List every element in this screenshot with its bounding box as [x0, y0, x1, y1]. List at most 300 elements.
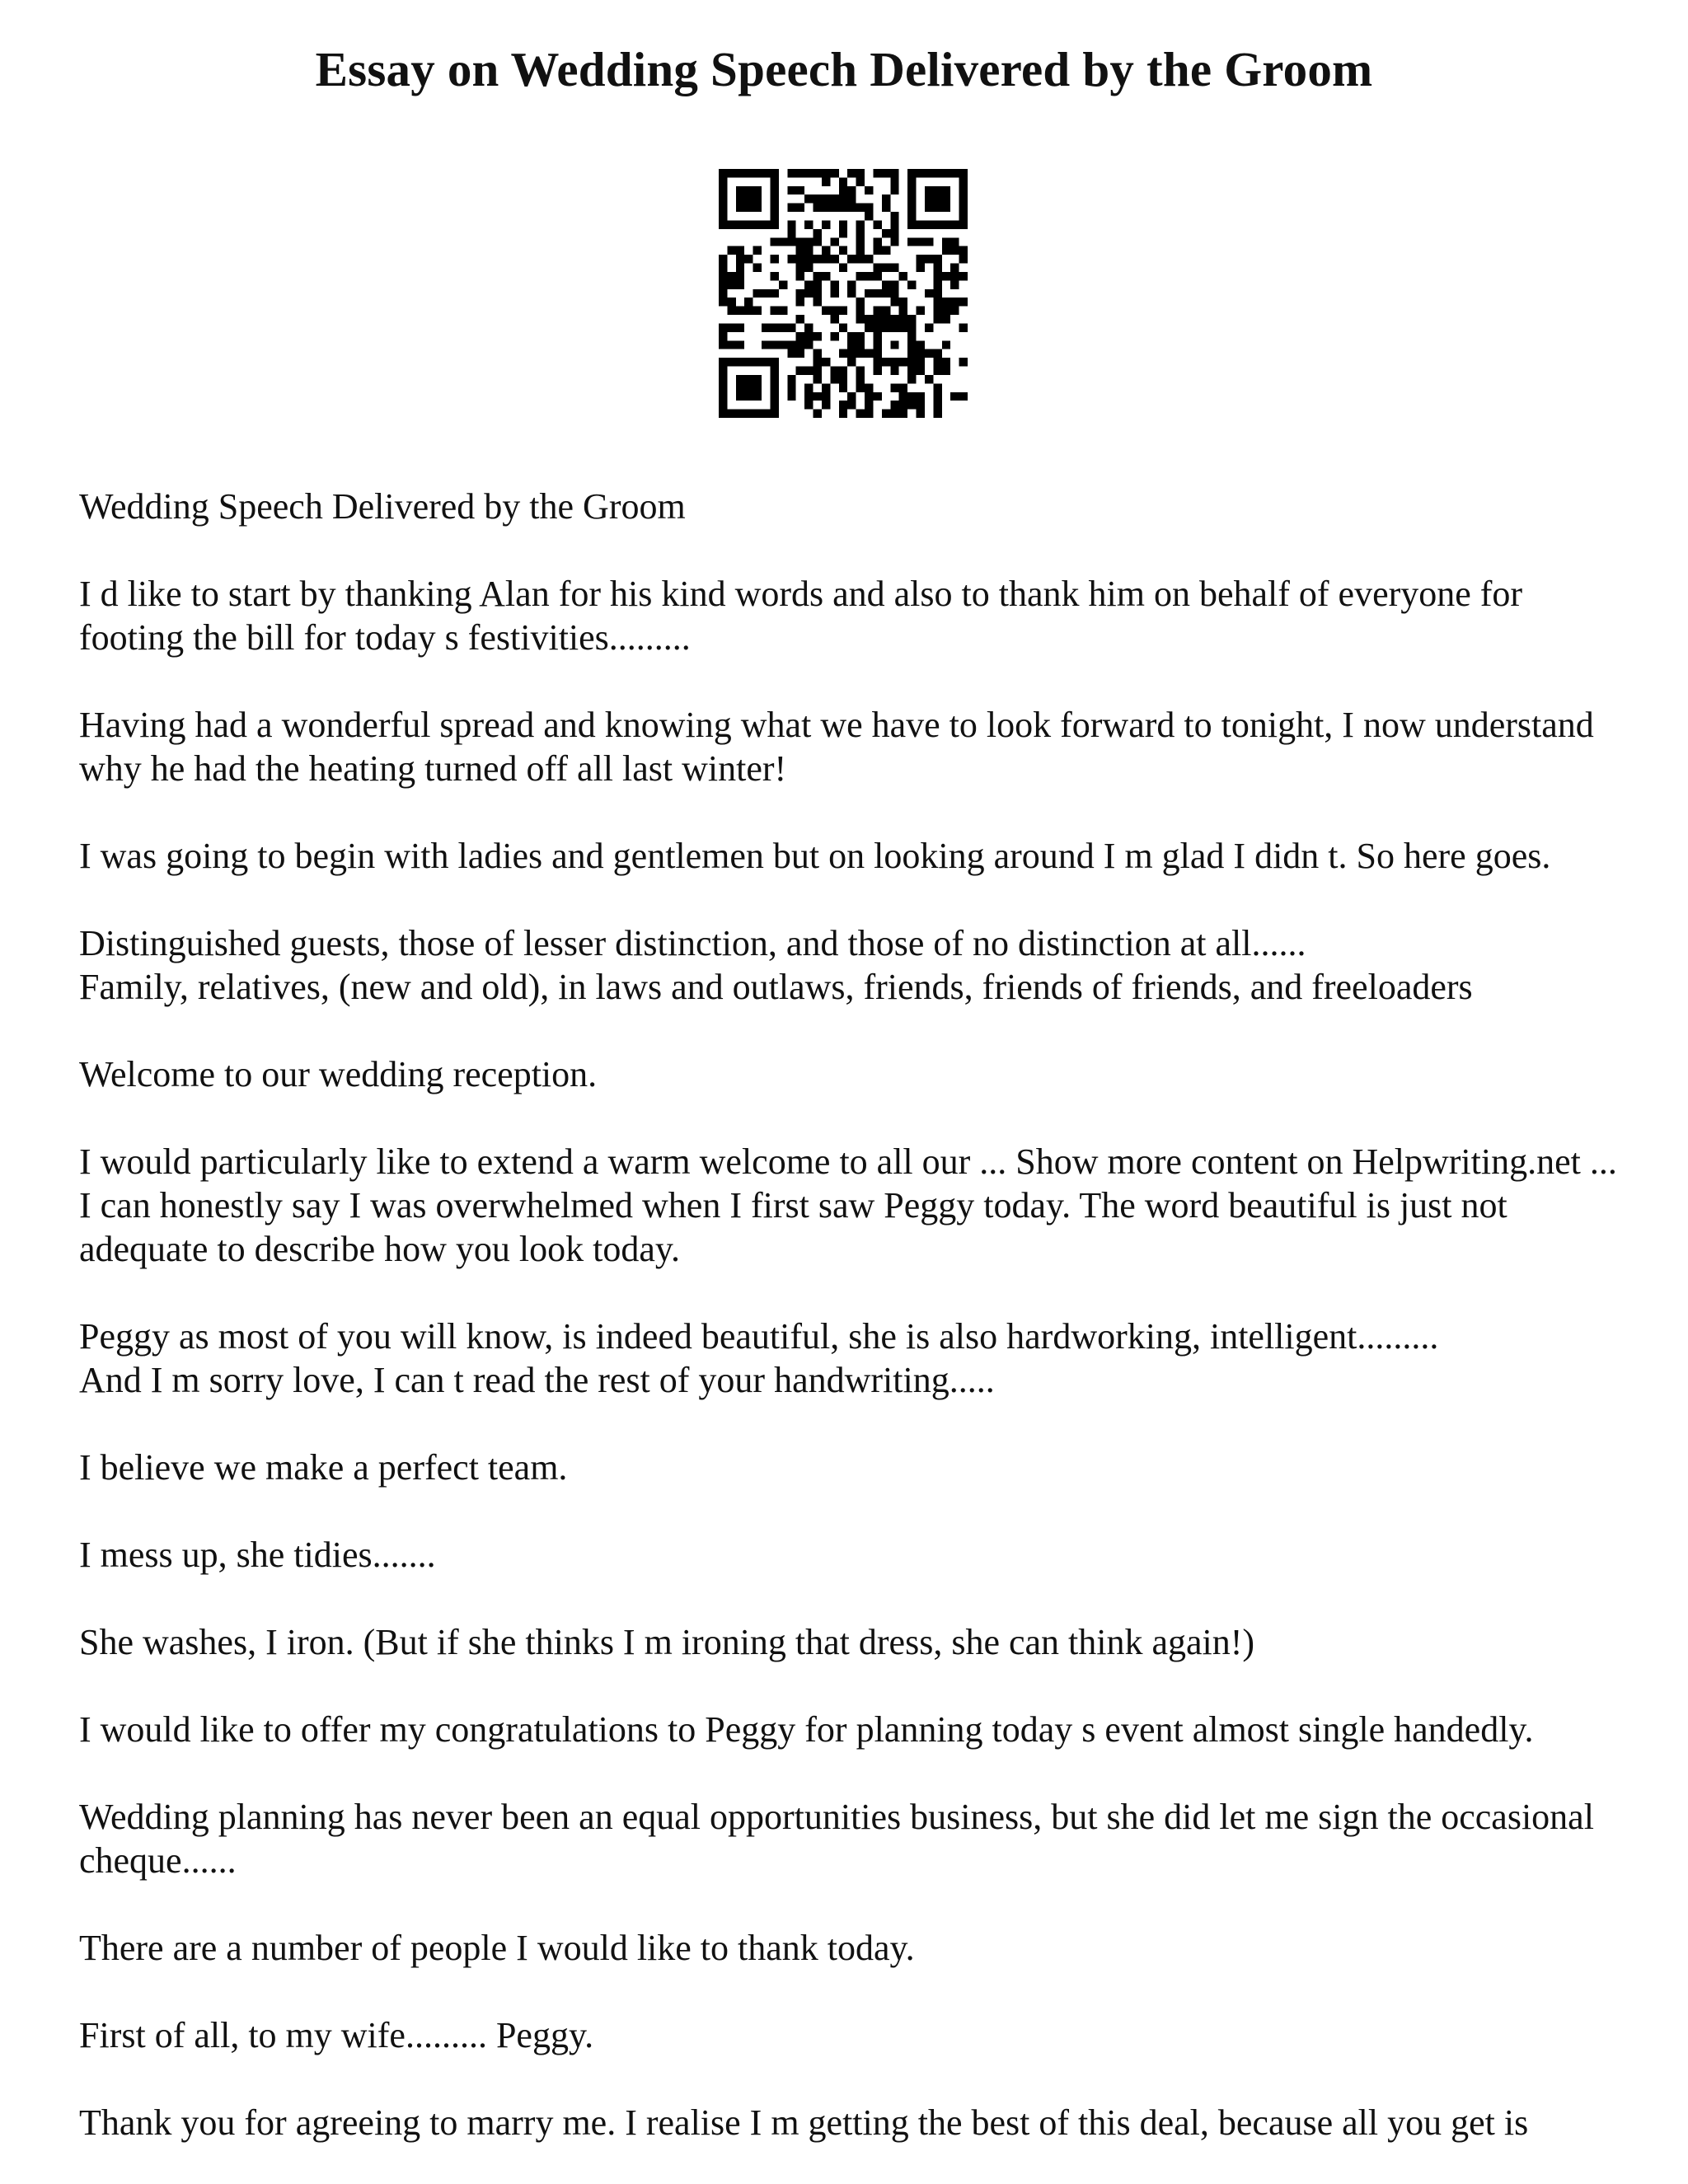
qr-module: [727, 340, 735, 349]
qr-module: [814, 229, 822, 237]
qr-module: [959, 186, 968, 194]
qr-module: [890, 229, 898, 237]
qr-module: [847, 186, 856, 194]
qr-module: [822, 246, 830, 255]
qr-module: [890, 212, 898, 220]
qr-module: [856, 298, 865, 306]
paragraph-heading: Wedding Speech Delivered by the Groom: [79, 486, 686, 527]
qr-module: [804, 220, 813, 228]
qr-module: [744, 392, 753, 401]
qr-module: [744, 194, 753, 203]
qr-module: [762, 289, 770, 298]
qr-module: [865, 212, 873, 220]
qr-module: [899, 410, 907, 418]
qr-module: [950, 298, 959, 306]
paragraph: Thank you for agreeing to marry me. I realise I m getting the best of this deal, because all you get is: [79, 2102, 1529, 2143]
qr-module: [933, 289, 941, 298]
qr-module: [882, 315, 890, 323]
qr-module: [822, 307, 830, 315]
qr-module: [890, 186, 898, 194]
qr-module: [865, 349, 873, 358]
qr-module: [925, 323, 933, 331]
qr-module: [744, 307, 753, 315]
qr-module: [873, 237, 881, 246]
qr-module: [933, 307, 941, 315]
qr-module: [882, 246, 890, 255]
qr-module: [890, 323, 898, 331]
qr-module: [925, 289, 933, 298]
qr-module: [753, 375, 762, 383]
qr-module: [796, 298, 804, 306]
qr-module: [770, 177, 778, 185]
qr-module: [814, 280, 822, 288]
qr-module: [925, 169, 933, 177]
qr-module: [744, 358, 753, 366]
document-body: [79, 485, 1629, 2184]
qr-module: [890, 401, 898, 409]
qr-module: [770, 186, 778, 194]
qr-module: [917, 220, 925, 228]
qr-module: [907, 332, 916, 340]
qr-module: [719, 169, 727, 177]
qr-module: [770, 383, 778, 391]
qr-module: [736, 169, 744, 177]
qr-module: [753, 220, 762, 228]
qr-module: [856, 367, 865, 375]
qr-module: [856, 340, 865, 349]
qr-module: [719, 255, 727, 263]
qr-module: [804, 340, 813, 349]
qr-module: [804, 323, 813, 331]
qr-module: [736, 392, 744, 401]
qr-module: [907, 349, 916, 358]
qr-module: [736, 255, 744, 263]
qr-module: [917, 264, 925, 272]
qr-module: [959, 169, 968, 177]
qr-module: [917, 401, 925, 409]
qr-module: [882, 307, 890, 315]
qr-module: [744, 186, 753, 194]
qr-module: [762, 323, 770, 331]
qr-module: [865, 410, 873, 418]
qr-module: [753, 246, 762, 255]
qr-module: [753, 186, 762, 194]
qr-module: [839, 220, 847, 228]
qr-module: [959, 212, 968, 220]
qr-module: [942, 204, 950, 212]
qr-module: [814, 410, 822, 418]
qr-module: [899, 383, 907, 391]
qr-module: [762, 169, 770, 177]
qr-module: [770, 401, 778, 409]
qr-module: [890, 340, 898, 349]
qr-module: [804, 401, 813, 409]
qr-module: [744, 220, 753, 228]
qr-module: [719, 177, 727, 185]
qr-module: [814, 255, 822, 263]
qr-module: [830, 332, 838, 340]
qr-module: [719, 323, 727, 331]
qr-module: [933, 169, 941, 177]
qr-module: [942, 246, 950, 255]
qr-module: [873, 169, 881, 177]
paragraph: Peggy as most of you will know, is indeed beautiful, she is also hardworking, intelligent......... And I m sorry love, I can t read the rest of your handwriting.....: [79, 1316, 1439, 1400]
paragraph: I would particularly like to extend a warm welcome to all our ... Show more content on Helpwriting.net ...: [79, 1141, 1617, 1182]
qr-module: [933, 367, 941, 375]
qr-module: [770, 323, 778, 331]
qr-module: [830, 367, 838, 375]
qr-module: [925, 349, 933, 358]
qr-module: [770, 392, 778, 401]
qr-module: [873, 323, 881, 331]
qr-module: [959, 220, 968, 228]
qr-module: [856, 375, 865, 383]
qr-module: [770, 212, 778, 220]
qr-module: [770, 220, 778, 228]
qr-module: [753, 264, 762, 272]
qr-module: [873, 307, 881, 315]
qr-module: [933, 358, 941, 366]
qr-module: [856, 237, 865, 246]
qr-module: [942, 169, 950, 177]
qr-module: [882, 323, 890, 331]
qr-module: [804, 383, 813, 391]
qr-module: [899, 323, 907, 331]
qr-module: [847, 289, 856, 298]
qr-module: [890, 177, 898, 185]
qr-module: [925, 186, 933, 194]
qr-module: [950, 220, 959, 228]
qr-module: [830, 280, 838, 288]
qr-module: [933, 280, 941, 288]
qr-module: [736, 264, 744, 272]
qr-module: [839, 410, 847, 418]
qr-module: [770, 194, 778, 203]
qr-module: [830, 204, 838, 212]
qr-module: [907, 204, 916, 212]
qr-module: [787, 169, 795, 177]
qr-module: [814, 375, 822, 383]
qr-module: [719, 375, 727, 383]
qr-module: [899, 392, 907, 401]
qr-module: [882, 194, 890, 203]
qr-module: [736, 194, 744, 203]
qr-module: [796, 246, 804, 255]
qr-module: [804, 246, 813, 255]
document-title: Essay on Wedding Speech Delivered by the Groom: [315, 42, 1373, 96]
qr-module: [814, 298, 822, 306]
qr-module: [796, 315, 804, 323]
qr-module: [890, 358, 898, 366]
qr-module: [925, 237, 933, 246]
qr-module: [804, 332, 813, 340]
qr-module: [727, 169, 735, 177]
qr-module: [942, 367, 950, 375]
qr-module: [753, 169, 762, 177]
qr-module: [890, 169, 898, 177]
qr-module: [796, 332, 804, 340]
qr-module: [959, 392, 968, 401]
qr-module: [736, 410, 744, 418]
qr-module: [933, 220, 941, 228]
qr-module: [950, 392, 959, 401]
qr-module: [899, 401, 907, 409]
qr-module: [814, 349, 822, 358]
qr-module: [719, 340, 727, 349]
qr-module: [822, 255, 830, 263]
qr-module: [727, 323, 735, 331]
qr-module: [933, 186, 941, 194]
qr-module: [856, 220, 865, 228]
qr-module: [899, 272, 907, 280]
qr-module: [822, 358, 830, 366]
qr-module: [822, 194, 830, 203]
qr-module: [839, 229, 847, 237]
paragraph: I can honestly say I was overwhelmed when I first saw Peggy today. The word beautiful is just not adequate to describe how you look today.: [79, 1185, 1507, 1269]
qr-module: [890, 237, 898, 246]
qr-module: [907, 212, 916, 220]
qr-module: [839, 323, 847, 331]
qr-module: [907, 392, 916, 401]
qr-module: [814, 358, 822, 366]
qr-module: [856, 229, 865, 237]
qr-module: [830, 307, 838, 315]
qr-module: [719, 212, 727, 220]
qr-module: [762, 358, 770, 366]
qr-module: [830, 375, 838, 383]
qr-module: [719, 358, 727, 366]
qr-module: [736, 246, 744, 255]
qr-module: [907, 186, 916, 194]
qr-module: [959, 358, 968, 366]
qr-module: [847, 255, 856, 263]
qr-module: [907, 375, 916, 383]
qr-module: [942, 358, 950, 366]
qr-module: [727, 298, 735, 306]
qr-module: [847, 392, 856, 401]
qr-module: [822, 383, 830, 391]
qr-module: [847, 340, 856, 349]
qr-module: [804, 255, 813, 263]
qr-module: [804, 169, 813, 177]
qr-module: [847, 194, 856, 203]
qr-module: [925, 194, 933, 203]
qr-module: [719, 367, 727, 375]
paragraph: I d like to start by thanking Alan for his kind words and also to thank him on behalf of everyone for footing the bill for today s festivities.........: [79, 574, 1523, 658]
qr-module: [882, 264, 890, 272]
qr-module: [933, 410, 941, 418]
qr-module: [865, 289, 873, 298]
qr-module: [917, 367, 925, 375]
qr-module: [744, 298, 753, 306]
qr-module: [933, 272, 941, 280]
qr-module: [814, 194, 822, 203]
qr-module: [873, 315, 881, 323]
qr-module: [796, 237, 804, 246]
qr-module: [830, 194, 838, 203]
paragraph: Distinguished guests, those of lesser distinction, and those of no distinction at all...... Family, relatives, (new and old), in laws and outlaws, friends, friends of friends, and freeloaders: [79, 923, 1473, 1007]
qr-module: [736, 280, 744, 288]
qr-module: [830, 255, 838, 263]
qr-module: [822, 401, 830, 409]
qr-module: [719, 272, 727, 280]
qr-module: [753, 204, 762, 212]
qr-module: [917, 358, 925, 366]
qr-module: [787, 204, 795, 212]
qr-module: [839, 367, 847, 375]
qr-module: [917, 340, 925, 349]
paragraph: Wedding planning has never been an equal opportunities business, but she did let me sign the occasional cheque......: [79, 1797, 1594, 1881]
qr-module: [804, 289, 813, 298]
qr-module: [942, 186, 950, 194]
qr-module: [787, 255, 795, 263]
qr-module: [736, 272, 744, 280]
qr-module: [719, 401, 727, 409]
qr-module: [830, 237, 838, 246]
qr-module: [873, 332, 881, 340]
qr-module: [933, 194, 941, 203]
qr-module: [779, 340, 787, 349]
qr-module: [873, 367, 881, 375]
qr-module: [907, 237, 916, 246]
qr-module: [753, 392, 762, 401]
qr-module: [796, 255, 804, 263]
qr-module: [727, 280, 735, 288]
qr-module: [804, 367, 813, 375]
qr-module: [830, 315, 838, 323]
qr-module: [719, 280, 727, 288]
qr-module: [873, 358, 881, 366]
qr-module: [882, 410, 890, 418]
qr-module: [865, 204, 873, 212]
qr-module: [787, 237, 795, 246]
qr-module: [882, 229, 890, 237]
qr-module: [907, 358, 916, 366]
qr-module: [787, 349, 795, 358]
qr-module: [804, 392, 813, 401]
qr-module: [959, 255, 968, 263]
qr-module: [847, 169, 856, 177]
paragraph: Welcome to our wedding reception.: [79, 1054, 598, 1094]
qr-module: [933, 349, 941, 358]
qr-module: [959, 323, 968, 331]
paragraph: I was going to begin with ladies and gentlemen but on looking around I m glad I didn t. So here goes.: [79, 836, 1551, 876]
qr-module: [839, 401, 847, 409]
qr-module: [865, 315, 873, 323]
qr-module: [890, 289, 898, 298]
qr-module: [762, 410, 770, 418]
qr-module: [770, 410, 778, 418]
qr-module: [847, 332, 856, 340]
qr-module: [796, 289, 804, 298]
qr-module: [787, 229, 795, 237]
qr-module: [822, 220, 830, 228]
qr-module: [796, 169, 804, 177]
qr-module: [744, 204, 753, 212]
qr-module: [719, 186, 727, 194]
qr-module: [839, 204, 847, 212]
qr-module: [736, 204, 744, 212]
qr-code-icon: [719, 169, 968, 418]
qr-module: [873, 246, 881, 255]
qr-module: [727, 272, 735, 280]
qr-module: [822, 392, 830, 401]
qr-module: [942, 220, 950, 228]
qr-module: [950, 246, 959, 255]
qr-module: [933, 264, 941, 272]
qr-module: [847, 280, 856, 288]
qr-module: [847, 358, 856, 366]
qr-module: [856, 177, 865, 185]
qr-module: [933, 392, 941, 401]
qr-module: [814, 169, 822, 177]
qr-module: [942, 340, 950, 349]
qr-module: [942, 307, 950, 315]
qr-module: [814, 367, 822, 375]
qr-module: [719, 194, 727, 203]
qr-module: [925, 255, 933, 263]
qr-module: [917, 307, 925, 315]
qr-module: [907, 169, 916, 177]
qr-module: [770, 255, 778, 263]
qr-module: [899, 358, 907, 366]
qr-module: [839, 264, 847, 272]
qr-module: [727, 307, 735, 315]
qr-module: [814, 392, 822, 401]
qr-module: [753, 289, 762, 298]
qr-module: [950, 264, 959, 272]
paragraph: First of all, to my wife......... Peggy.: [79, 2015, 594, 2055]
qr-module: [917, 392, 925, 401]
qr-module: [796, 349, 804, 358]
qr-module: [856, 332, 865, 340]
qr-module: [890, 315, 898, 323]
qr-module: [873, 340, 881, 349]
qr-module: [925, 204, 933, 212]
qr-module: [882, 358, 890, 366]
qr-module: [942, 237, 950, 246]
qr-module: [959, 246, 968, 255]
qr-module: [899, 298, 907, 306]
qr-module: [796, 204, 804, 212]
qr-module: [882, 169, 890, 177]
qr-module: [719, 383, 727, 391]
qr-module: [959, 204, 968, 212]
qr-module: [933, 315, 941, 323]
qr-module: [744, 255, 753, 263]
qr-module: [882, 280, 890, 288]
qr-module: [822, 169, 830, 177]
qr-module: [873, 264, 881, 272]
qr-module: [719, 392, 727, 401]
qr-module: [933, 401, 941, 409]
qr-module: [839, 194, 847, 203]
qr-module: [950, 280, 959, 288]
qr-module: [770, 375, 778, 383]
qr-module: [719, 204, 727, 212]
qr-module: [856, 255, 865, 263]
qr-module: [907, 323, 916, 331]
qr-module: [856, 204, 865, 212]
qr-module: [890, 220, 898, 228]
qr-module: [925, 220, 933, 228]
qr-module: [839, 186, 847, 194]
qr-module: [847, 349, 856, 358]
qr-module: [865, 392, 873, 401]
qr-module: [736, 340, 744, 349]
qr-module: [804, 237, 813, 246]
qr-module: [942, 272, 950, 280]
